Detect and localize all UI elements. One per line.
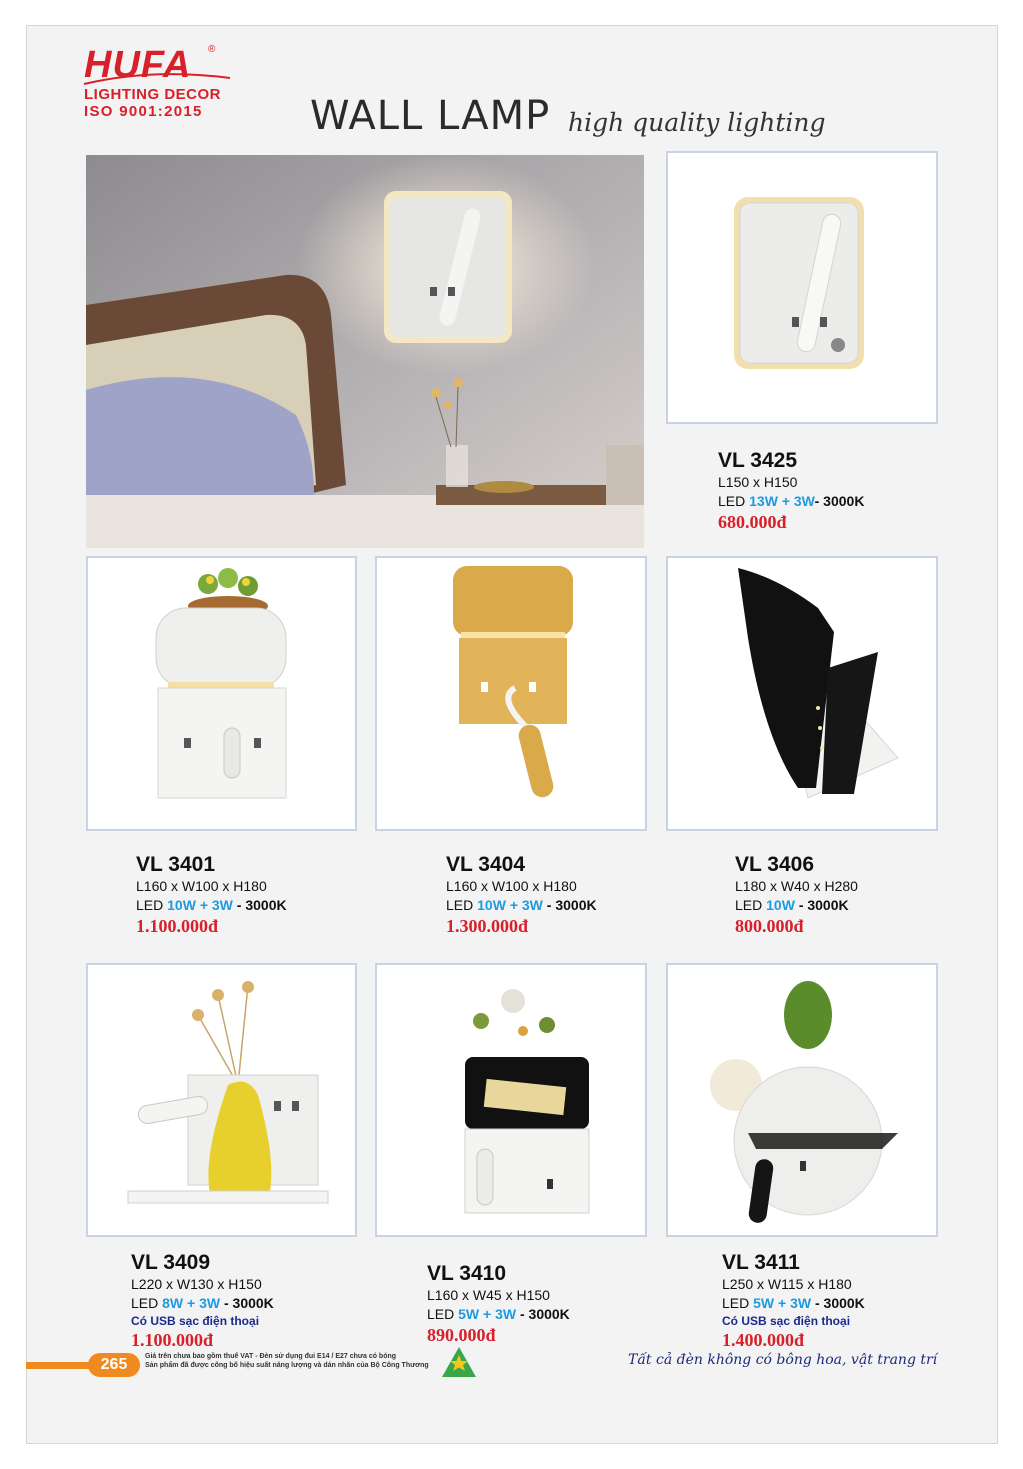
led-watt-extra: 3W <box>199 1295 221 1311</box>
product-card-vl-3401 <box>86 556 357 831</box>
led-label: LED <box>722 1295 750 1311</box>
product-info-vl-3404 <box>446 853 597 937</box>
product-dimensions: L250 x W115 x H180 <box>722 1276 852 1292</box>
footer-note-line-1: Giá trên chưa bao gồm thuế VAT - Đèn sử dụng đui E14 / E27 chưa có bóng <box>145 1353 397 1360</box>
product-price: 1.400.000đ <box>722 1330 805 1350</box>
led-label: LED <box>718 493 746 509</box>
product-led-spec <box>131 1293 274 1313</box>
led-watt-extra: 3W <box>211 897 233 913</box>
brand-iso: ISO 9001:2015 <box>84 103 203 120</box>
product-dimensions: L220 x W130 x H150 <box>131 1276 262 1292</box>
product-led-spec <box>718 491 864 511</box>
wall-lamp-wing-image <box>668 558 936 829</box>
led-watt-extra: 3W <box>790 1295 812 1311</box>
led-plus: + <box>187 1295 196 1311</box>
led-cct: - 3000K <box>236 897 287 913</box>
wall-lamp-vase-shelf-image <box>88 965 355 1235</box>
led-cct: - 3000K <box>814 493 865 509</box>
page-tagline: high quality lighting <box>568 108 826 137</box>
brand-name: HUFA <box>84 44 192 86</box>
product-info-vl-3425 <box>718 449 864 533</box>
product-dimensions: L160 x W45 x H150 <box>427 1287 550 1303</box>
product-card-vl-3409 <box>86 963 357 1237</box>
product-dimensions: L160 x W100 x H180 <box>446 878 577 894</box>
led-cct: - 3000K <box>798 897 849 913</box>
led-cct: - 3000K <box>546 897 597 913</box>
page-number: 265 <box>88 1353 140 1377</box>
led-label: LED <box>136 897 164 913</box>
brand-subtitle: LIGHTING DECOR <box>84 86 221 103</box>
led-label: LED <box>735 897 763 913</box>
product-card-vl-3410 <box>375 963 647 1237</box>
product-price: 680.000đ <box>718 512 787 532</box>
page-title: WALL LAMP <box>310 93 551 139</box>
led-watt-main: 13W <box>749 493 778 509</box>
wall-lamp-square-image <box>668 153 936 422</box>
product-info-vl-3409 <box>131 1251 274 1351</box>
led-label: LED <box>446 897 474 913</box>
led-watt-main: 10W <box>167 897 196 913</box>
led-cct: - 3000K <box>519 1306 570 1322</box>
led-watt-main: 10W <box>477 897 506 913</box>
led-plus: + <box>509 897 518 913</box>
product-card-vl-3425 <box>666 151 938 424</box>
led-watt-extra: 3W <box>495 1306 517 1322</box>
product-price: 890.000đ <box>427 1325 496 1345</box>
wall-lamp-black-panel-image <box>377 965 645 1235</box>
product-price: 1.300.000đ <box>446 916 529 936</box>
led-watt-main: 8W <box>162 1295 184 1311</box>
led-cct: - 3000K <box>223 1295 274 1311</box>
product-code: VL 3406 <box>735 853 815 876</box>
product-led-spec <box>722 1293 865 1313</box>
product-dimensions: L160 x W100 x H180 <box>136 878 267 894</box>
product-price: 1.100.000đ <box>131 1330 214 1350</box>
product-code: VL 3411 <box>722 1251 800 1274</box>
product-dimensions: L150 x H150 <box>718 474 798 490</box>
product-code: VL 3401 <box>136 853 216 876</box>
product-price: 1.100.000đ <box>136 916 219 936</box>
brand-registered: ® <box>208 44 216 55</box>
led-watt-extra: 3W <box>521 897 543 913</box>
product-info-vl-3406 <box>735 853 858 937</box>
bedroom-scene-image <box>86 155 644 548</box>
led-label: LED <box>131 1295 159 1311</box>
wall-lamp-wood-image <box>377 558 645 829</box>
product-led-spec <box>136 895 287 915</box>
hero-photo <box>86 155 644 548</box>
product-card-vl-3411 <box>666 963 938 1237</box>
product-usb-note: Có USB sạc điện thoại <box>722 1314 851 1328</box>
led-cct: - 3000K <box>814 1295 865 1311</box>
energy-label-badge-icon <box>440 1345 478 1379</box>
product-code: VL 3409 <box>131 1251 211 1274</box>
footer-accent-bar <box>26 1362 90 1369</box>
footer-note-line-2: Sản phẩm đã được công bố hiệu suất năng lượng và dán nhãn của Bộ Công Thương <box>145 1362 429 1369</box>
product-led-spec <box>735 895 858 915</box>
led-label: LED <box>427 1306 455 1322</box>
product-info-vl-3411 <box>722 1251 865 1351</box>
product-dimensions: L180 x W40 x H280 <box>735 878 858 894</box>
led-plus: + <box>778 1295 787 1311</box>
product-code: VL 3410 <box>427 1262 507 1285</box>
product-card-vl-3406 <box>666 556 938 831</box>
led-watt-extra: 3W <box>793 493 815 509</box>
product-code: VL 3425 <box>718 449 798 472</box>
led-watt-main: 10W <box>766 897 795 913</box>
product-led-spec <box>427 1304 570 1324</box>
footer-note <box>145 1352 445 1370</box>
led-plus: + <box>199 897 208 913</box>
wall-lamp-globe-shelf-image <box>668 965 936 1235</box>
product-usb-note: Có USB sạc điện thoại <box>131 1314 260 1328</box>
led-watt-main: 5W <box>753 1295 775 1311</box>
led-plus: + <box>483 1306 492 1322</box>
product-info-vl-3410 <box>427 1262 570 1346</box>
led-watt-main: 5W <box>458 1306 480 1322</box>
product-code: VL 3404 <box>446 853 526 876</box>
product-info-vl-3401 <box>136 853 287 937</box>
led-plus: + <box>781 493 790 509</box>
product-price: 800.000đ <box>735 916 804 936</box>
footer-disclaimer: Tất cả đèn không có bông hoa, vật trang trí <box>628 1352 938 1368</box>
product-card-vl-3404 <box>375 556 647 831</box>
wall-lamp-planter-image <box>88 558 355 829</box>
product-led-spec <box>446 895 597 915</box>
